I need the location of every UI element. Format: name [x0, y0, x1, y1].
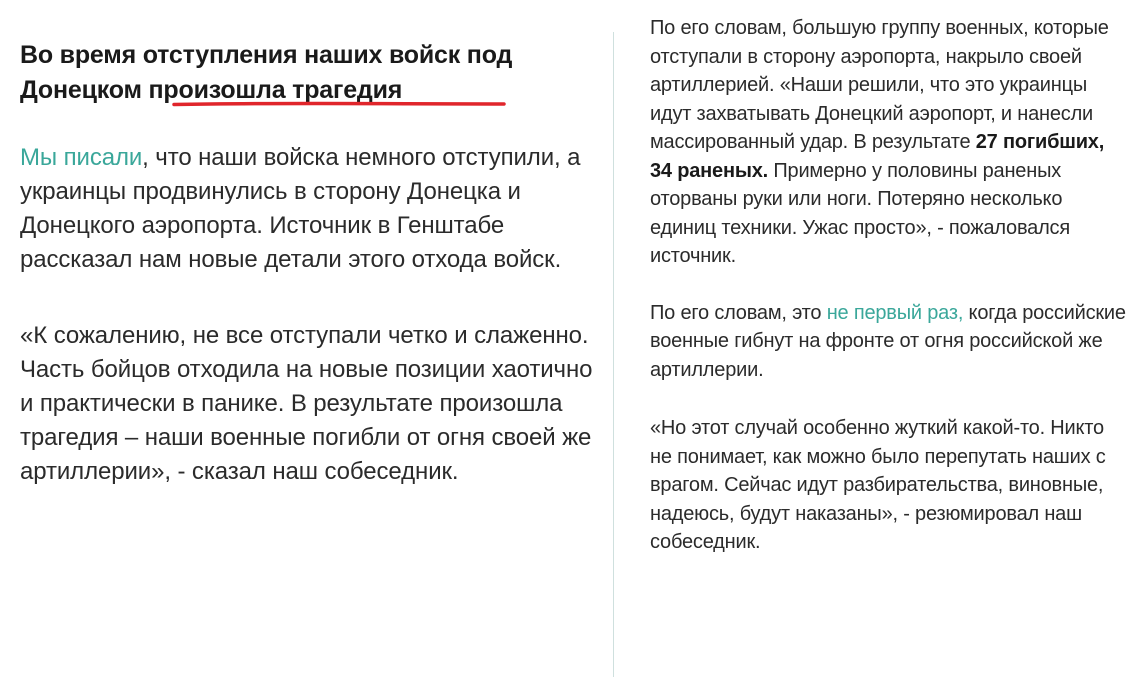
right-paragraph-2-text-b: когда российские военные гибнут на фронте от огня российской же артиллерии. [650, 301, 1126, 381]
left-article-panel [20, 38, 595, 489]
right-paragraph-2 [650, 299, 1128, 385]
right-paragraph-3-quote: «Но этот случай особенно жуткий какой-то. Никто не понимает, как можно было перепутать наших с врагом. Сейчас идут разбирательства, виновные, надеюсь, будут наказаны», - резюмировал наш собеседник. [650, 417, 1106, 553]
left-paragraph-1 [20, 141, 595, 277]
we-wrote-link[interactable]: Мы писали [20, 144, 143, 171]
column-divider [613, 32, 614, 677]
right-paragraph-1-text-b: Примерно у половины раненых оторваны руки или ноги. Потеряно несколько единиц техники. Ужас просто», - пожаловался источник. [650, 159, 1070, 267]
right-article-panel [650, 14, 1128, 557]
right-paragraph-1 [650, 14, 1128, 271]
article-headline: Во время отступления наших войск под Донецком произошла трагедия [20, 41, 513, 104]
headline-red-underline [172, 100, 506, 107]
right-paragraph-2-text-a: По его словам, это [650, 301, 827, 324]
right-paragraph-1-text-a: По его словам, большую группу военных, которые отступали в сторону аэропорта, накрыло своей артиллерией. «Наши решили, что это украинцы идут захватывать Донецкий аэропорт, и нанесли массированный удар. В результате [650, 17, 1109, 153]
left-paragraph-2-quote: «К сожалению, не все отступали четко и слаженно. Часть бойцов отходила на новые позиции хаотично и практически в панике. В результате произошла трагедия – наши военные погибли от огня своей же артиллерии», - сказал наш собеседник. [20, 322, 593, 485]
casualties-bold-text: 27 погибших, 34 раненых. [650, 131, 1105, 182]
left-paragraph-1-text: , что наши войска немного отступили, а украинцы продвинулись в сторону Донецка и Донецкого аэропорта. Источник в Генштабе рассказал нам новые детали этого отхода войск. [20, 144, 581, 273]
not-first-time-link[interactable]: не первый раз, [826, 301, 964, 324]
